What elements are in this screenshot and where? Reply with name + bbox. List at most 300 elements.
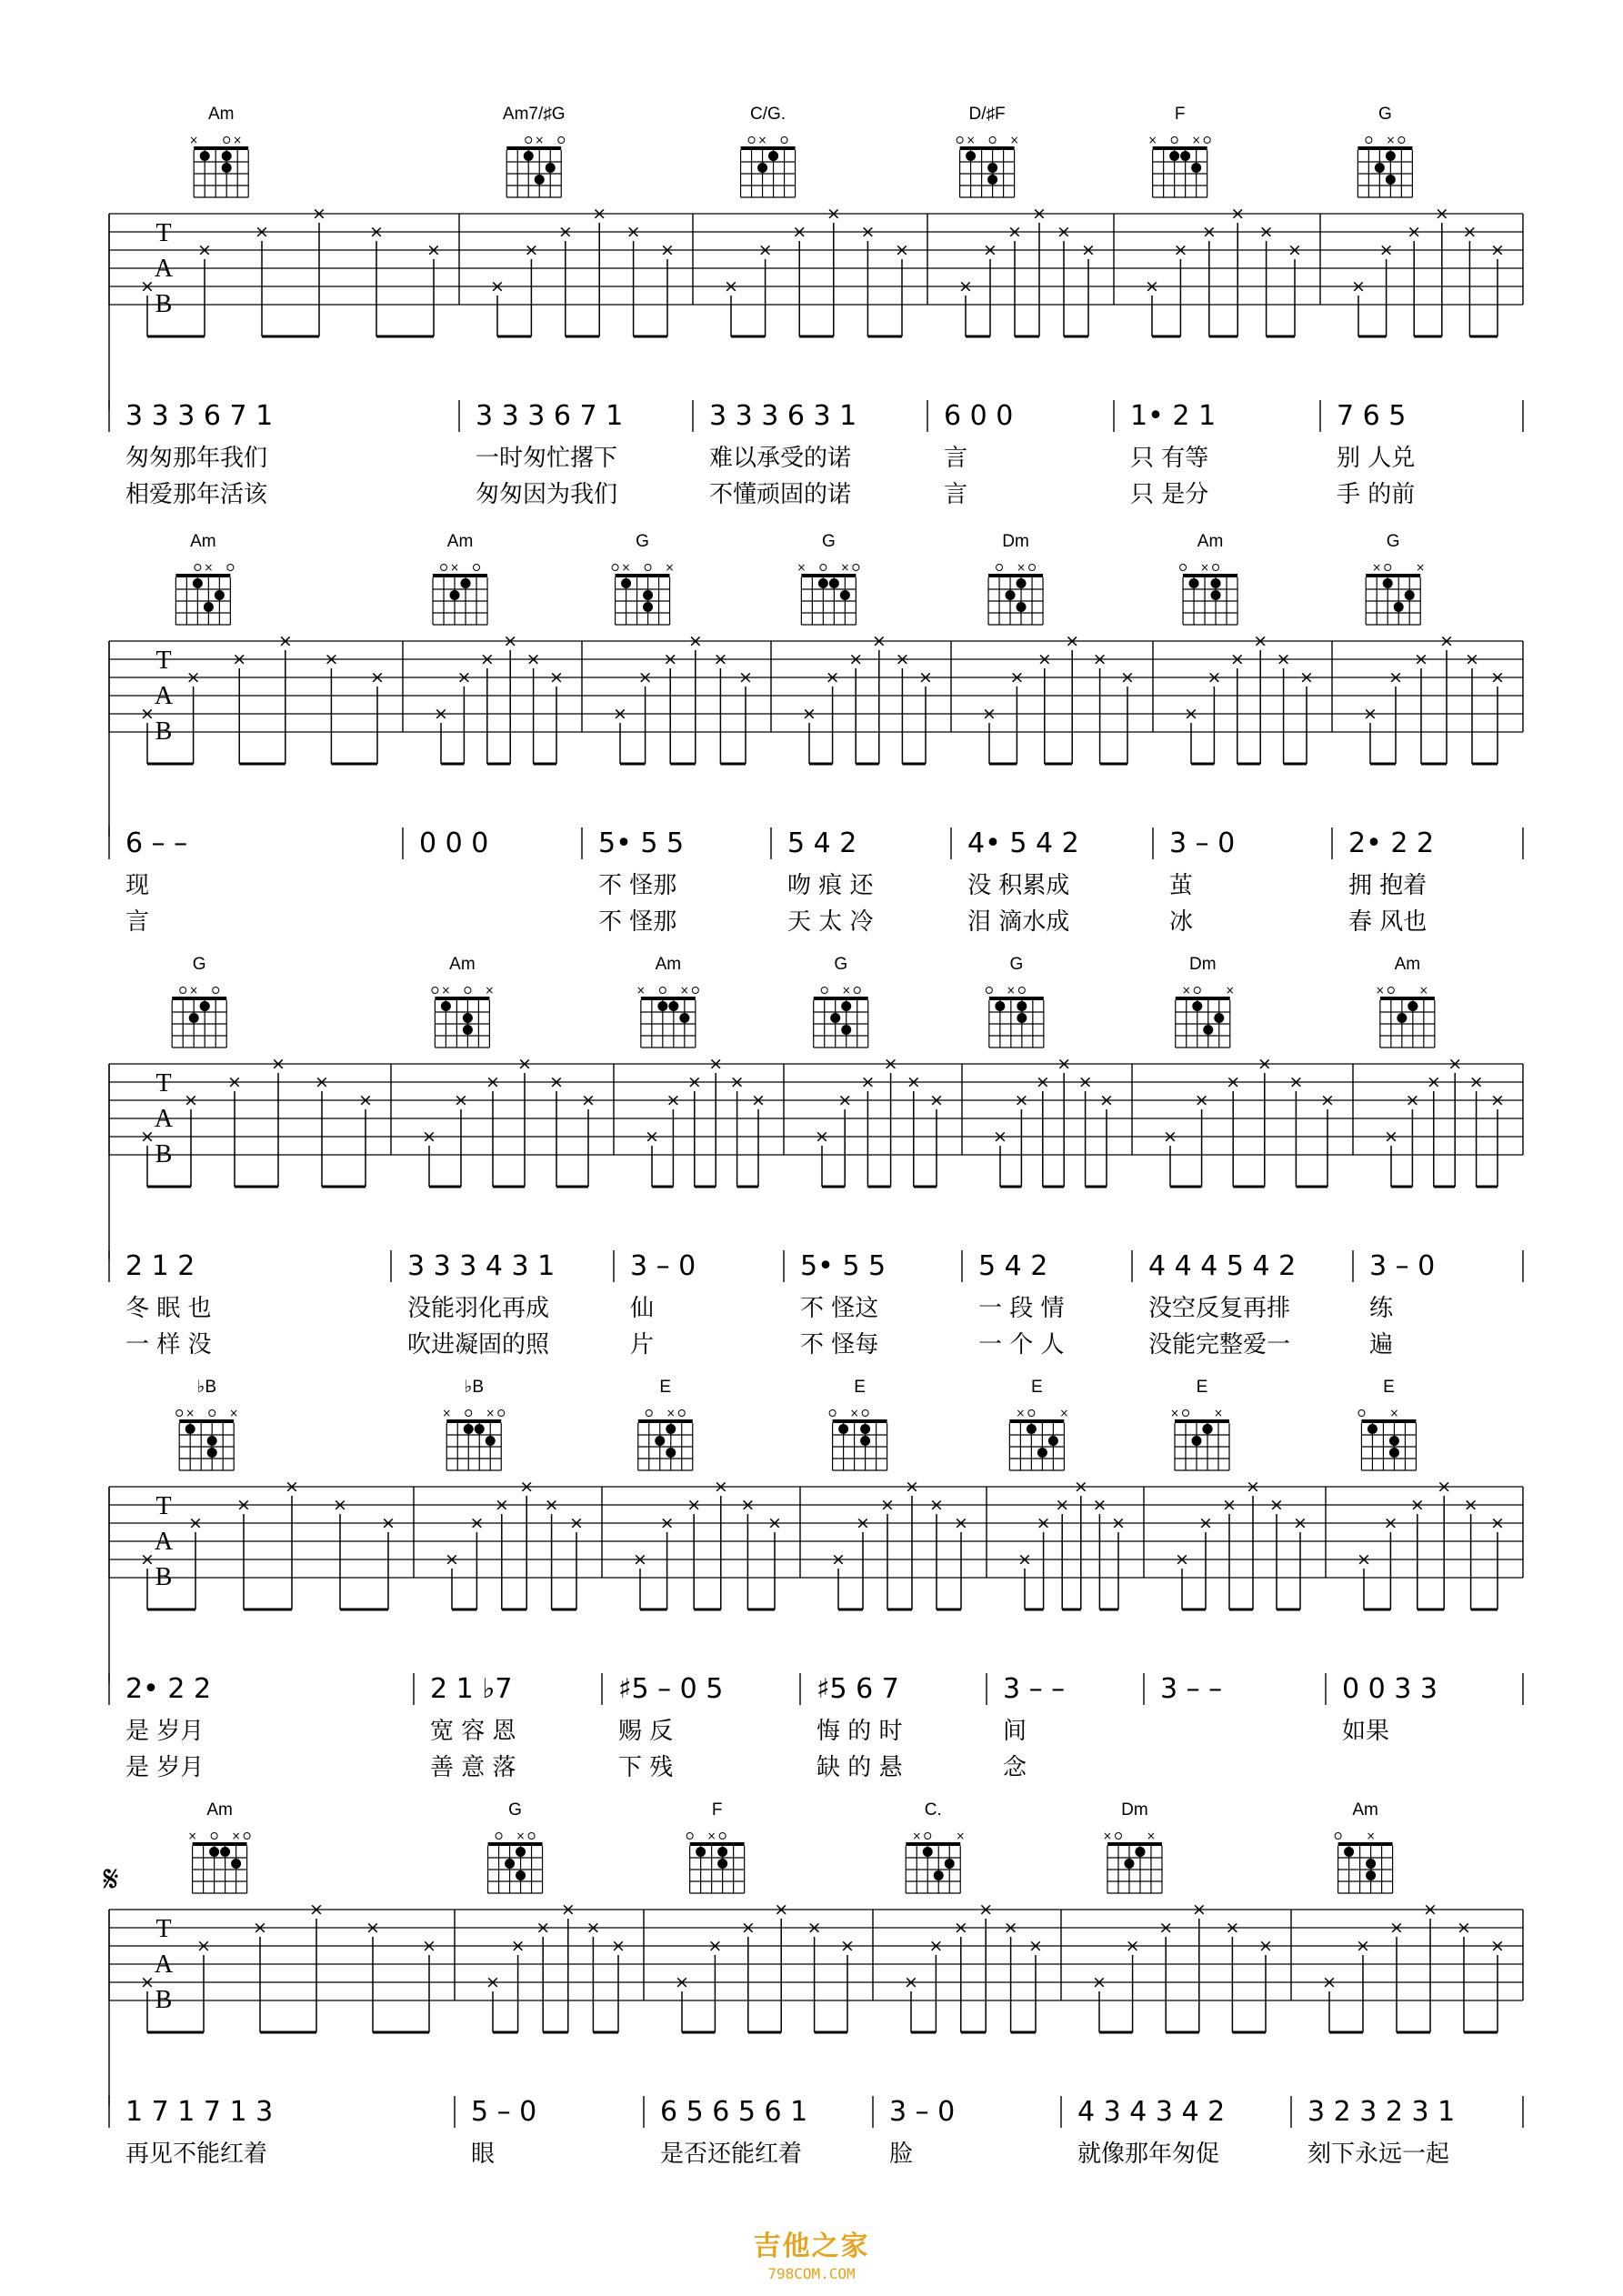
lyric-line-2: 只 是分 [1130, 481, 1209, 508]
finger-dot [185, 1424, 195, 1434]
tab-note: × [1463, 1495, 1478, 1515]
muted-string-mark: × [1016, 1407, 1026, 1419]
chord-name: Am [206, 1800, 233, 1820]
finger-dot [1389, 1436, 1399, 1446]
chord-name: Am [1197, 532, 1224, 551]
muted-string-mark: × [1191, 134, 1201, 146]
tab-note: × [837, 1090, 853, 1110]
tab-note: × [549, 1072, 564, 1092]
numbered-notation: 5 4 2 [787, 827, 857, 859]
tab-note: × [1009, 667, 1025, 687]
lyric-line-1: 脸 [889, 2141, 914, 2168]
tab-note: × [883, 1054, 898, 1074]
numbered-notation: 6 – – [125, 827, 188, 859]
logo-text: 吉他之家 [753, 2231, 870, 2262]
open-string-mark [195, 565, 201, 571]
tab-note: × [633, 1549, 647, 1569]
tab-note: × [422, 1936, 436, 1956]
measure [407, 955, 596, 1359]
lyric-line-1: 是 岁月 [125, 1718, 205, 1745]
tab-note: × [954, 1513, 968, 1533]
open-string-mark [211, 1833, 217, 1840]
lyric-line-1: 间 [1003, 1718, 1027, 1745]
tab-note: × [660, 240, 675, 260]
muted-string-mark: × [1169, 1407, 1180, 1419]
tab-note: × [1226, 1072, 1241, 1092]
lyric-line-1: 难以承受的诺 [709, 445, 852, 472]
chord-nut [1153, 146, 1207, 150]
finger-dot [1180, 151, 1190, 161]
lyric-line-2: 善 意 落 [430, 1754, 516, 1781]
lyric-line-2: 不 怪那 [598, 908, 677, 936]
tab-note: × [1434, 204, 1449, 224]
open-string-mark [719, 1833, 726, 1840]
muted-string-mark: × [442, 1407, 452, 1419]
finger-dot [450, 590, 460, 600]
open-string-mark [645, 565, 651, 571]
tab-note: × [1257, 1054, 1272, 1074]
finger-dot [1386, 151, 1396, 161]
tab-note: × [645, 1127, 659, 1147]
measure [598, 532, 753, 936]
tab-note: × [1099, 1090, 1114, 1110]
measure [630, 955, 766, 1359]
chord-name: G [636, 532, 649, 551]
tab-note: × [707, 1936, 723, 1956]
lyric-line-1: 刻下永远一起 [1307, 2141, 1450, 2168]
open-string-mark [820, 565, 827, 571]
chord-nut [1175, 1419, 1229, 1423]
tab-note: × [1490, 1936, 1505, 1956]
tab-note: × [637, 667, 653, 687]
tab-note: × [1028, 1936, 1043, 1956]
tab-label-letter: A [154, 1528, 174, 1556]
lyric-line-2: 言 [944, 481, 968, 508]
finger-dot [200, 151, 210, 161]
chord-nut [435, 997, 489, 1000]
open-string-mark [678, 1410, 685, 1417]
chord-name: E [1383, 1378, 1395, 1397]
chord-nut [801, 574, 856, 577]
finger-dot [204, 602, 214, 612]
finger-dot [860, 1436, 870, 1446]
lyric-line-2: 手 的前 [1337, 481, 1416, 508]
tab-note: × [806, 1918, 822, 1938]
lyric-line-1: 没空反复再排 [1148, 1295, 1291, 1322]
tab-note: × [285, 1477, 299, 1497]
tab-note: × [1032, 204, 1047, 224]
finger-dot [516, 1870, 526, 1880]
tab-note: × [1207, 667, 1222, 687]
tab-note: × [1490, 240, 1505, 260]
finger-dot [231, 1859, 241, 1869]
finger-dot [621, 578, 631, 588]
tab-note: × [982, 704, 997, 724]
tab-note: × [581, 1090, 596, 1110]
chord-name: G [192, 955, 206, 974]
lyric-line-2: 言 [125, 908, 150, 936]
tab-label-letter: B [155, 1986, 173, 2014]
tab-note: × [1405, 1090, 1420, 1110]
muted-string-mark: × [1225, 984, 1235, 997]
tab-label-letter: B [155, 1140, 173, 1168]
finger-dot [1397, 1013, 1407, 1023]
muted-string-mark: × [1213, 1407, 1224, 1419]
lyric-line-1: 悔 的 时 [817, 1718, 903, 1745]
finger-dot [818, 578, 828, 588]
tab-note: × [1055, 1495, 1070, 1515]
finger-dot [966, 151, 976, 161]
tab-note: × [255, 222, 269, 242]
tab-label-letter: B [155, 717, 173, 746]
muted-string-mark: × [665, 561, 675, 574]
tab-note: × [792, 222, 807, 242]
open-string-mark [213, 988, 219, 994]
tab-note: × [185, 667, 201, 687]
numbered-notation: 2• 2 2 [1348, 827, 1435, 859]
tab-note: × [666, 1090, 681, 1110]
chord-name: Am [1352, 1800, 1378, 1820]
lyric-line-2: 相爱那年活该 [125, 481, 268, 508]
finger-dot [1037, 1448, 1047, 1458]
tab-note: × [1465, 649, 1479, 669]
tab-note: × [503, 631, 518, 651]
chord-nut [641, 997, 696, 1000]
lyric-line-1: 仙 [630, 1295, 655, 1322]
open-string-mark [925, 1833, 931, 1840]
finger-dot [643, 602, 653, 612]
muted-string-mark: × [450, 561, 460, 574]
chord-nut [906, 1842, 960, 1846]
tab-note: × [928, 1936, 944, 1956]
finger-dot [643, 590, 653, 600]
measure [1003, 1378, 1126, 1781]
numbered-notation: ♯5 6 7 [817, 1673, 899, 1705]
tab-note: × [490, 276, 505, 296]
chord-nut [833, 1419, 887, 1423]
muted-string-mark: × [486, 1407, 496, 1419]
muted-string-mark: × [441, 984, 451, 997]
open-string-mark [821, 988, 827, 994]
lyric-line-2: 一 个 人 [978, 1331, 1065, 1359]
tab-note: × [517, 1054, 532, 1074]
muted-string-mark: × [679, 984, 689, 997]
tab-label-letter: T [155, 647, 172, 675]
tab-note: × [549, 667, 564, 687]
tab-note: × [1222, 1495, 1237, 1515]
muted-string-mark: × [485, 984, 495, 997]
numbered-notation: 3 – 0 [1169, 827, 1236, 859]
chord-nut [1361, 1419, 1416, 1423]
tab-note: × [381, 1513, 396, 1533]
finger-dot [516, 1847, 526, 1857]
tab-note: × [309, 1900, 324, 1920]
tab-note: × [1448, 1054, 1463, 1074]
tab-note: × [196, 1936, 211, 1956]
tab-note: × [1035, 1072, 1050, 1092]
finger-dot [1203, 1424, 1213, 1434]
finger-dot [1366, 1870, 1376, 1880]
chord-nut [988, 574, 1043, 577]
chord-nut [506, 146, 561, 150]
tab-note: × [871, 631, 887, 651]
open-string-mark [1171, 137, 1177, 144]
tab-note: × [686, 1072, 702, 1092]
numbered-notation: 3 – 0 [1369, 1250, 1436, 1282]
measure [978, 955, 1114, 1359]
chord-name: ♭B [196, 1378, 217, 1397]
measure [1130, 105, 1302, 508]
muted-string-mark: × [187, 1830, 197, 1842]
tab-note: × [1037, 649, 1052, 669]
chord-nut [446, 1419, 501, 1423]
tab-note: × [993, 1127, 1007, 1147]
muted-string-mark: × [189, 134, 199, 146]
tab-note: × [1288, 1072, 1304, 1092]
tab-note: × [1299, 667, 1314, 687]
tab-note: × [445, 1549, 459, 1569]
finger-dot [222, 151, 232, 161]
measure [618, 1378, 782, 1781]
muted-string-mark: × [840, 561, 850, 574]
open-string-mark [441, 565, 447, 571]
tab-note: × [369, 222, 384, 242]
open-string-mark [612, 565, 618, 571]
tab-note: × [1457, 1918, 1471, 1938]
tab-note: × [1191, 1900, 1207, 1920]
open-string-mark [829, 1410, 836, 1417]
tab-note: × [848, 649, 864, 669]
tab-note: × [1269, 1495, 1284, 1515]
muted-string-mark: × [841, 984, 851, 997]
measure [787, 532, 933, 936]
tab-note: × [840, 1936, 855, 1956]
lyric-line-2: 下 残 [618, 1754, 674, 1781]
tab-note: × [978, 1900, 994, 1920]
tab-note: × [1175, 1549, 1189, 1569]
tab-note: × [1173, 240, 1188, 260]
tab-note: × [831, 1549, 846, 1569]
measure [1342, 1378, 1505, 1745]
tab-note: × [370, 667, 385, 687]
chord-name: Dm [1188, 955, 1217, 974]
muted-string-mark: × [1009, 134, 1019, 146]
finger-dot [193, 578, 203, 588]
lyric-line-1: 再见不能红着 [125, 2141, 268, 2168]
open-string-mark [224, 137, 230, 144]
tab-label-letter: A [154, 255, 174, 283]
tab-note: × [519, 1477, 535, 1497]
tab-note: × [1163, 1127, 1177, 1147]
open-string-mark [1213, 565, 1219, 571]
tab-note: × [918, 667, 933, 687]
finger-dot [987, 175, 997, 185]
finger-dot [1344, 1847, 1354, 1857]
lyric-line-1: 练 [1369, 1295, 1394, 1322]
open-string-mark [1180, 565, 1187, 571]
finger-dot [860, 1424, 870, 1434]
tab-note: × [586, 1918, 601, 1938]
tab-note: × [140, 276, 155, 296]
tab-note: × [729, 1072, 745, 1092]
tab-note: × [1229, 649, 1245, 669]
tab-note: × [895, 240, 909, 260]
tab-system [109, 105, 1523, 508]
chord-nut [960, 146, 1015, 150]
tab-note: × [1077, 1072, 1093, 1092]
chord-name: Am7/♯G [502, 105, 566, 124]
tab-note: × [675, 1972, 689, 1992]
open-string-mark [1204, 137, 1210, 144]
chord-name: C/G. [750, 105, 786, 124]
tab-note: × [1388, 667, 1403, 687]
tab-label-letter: A [154, 1105, 174, 1133]
lyric-line-1: 不 怪这 [800, 1295, 879, 1322]
tab-note: × [1092, 1495, 1107, 1515]
lyric-line-2: 念 [1003, 1754, 1027, 1781]
open-string-mark [474, 565, 480, 571]
tab-note: × [1426, 1072, 1441, 1092]
measure [1369, 955, 1505, 1359]
numbered-notation: 1 7 1 7 1 3 [125, 2096, 274, 2128]
finger-dot [461, 578, 471, 588]
numbered-notation: 5• 5 5 [598, 827, 685, 859]
tab-note: × [366, 1918, 380, 1938]
finger-dot [189, 1013, 199, 1023]
muted-string-mark: × [966, 134, 976, 146]
finger-dot [841, 1025, 851, 1035]
finger-dot [1408, 1001, 1418, 1011]
tab-note: × [1378, 240, 1394, 260]
chord-nut [989, 997, 1044, 1000]
tab-note: × [1437, 1477, 1452, 1497]
lyric-line-2: 天 太 冷 [787, 908, 874, 936]
tab-note: × [713, 1477, 728, 1497]
measure [1348, 532, 1505, 936]
tab-note: × [825, 667, 840, 687]
chord-nut [172, 997, 226, 1000]
tab-note: × [312, 204, 326, 224]
chord-name: G [1009, 955, 1024, 974]
muted-string-mark: × [233, 134, 243, 146]
muted-string-mark: × [1366, 1830, 1376, 1842]
lyric-line-2: 不 怪每 [800, 1331, 879, 1359]
tab-note: × [1462, 222, 1478, 242]
measure [660, 1800, 855, 2168]
finger-dot [657, 1001, 667, 1011]
tab-note: × [1198, 1513, 1213, 1533]
open-string-mark [209, 1410, 215, 1417]
site-logo[interactable] [0, 2223, 1623, 2282]
finger-dot [475, 1424, 485, 1434]
tab-note: × [740, 1918, 756, 1938]
finger-dot [441, 1001, 451, 1011]
measure [471, 1800, 626, 2168]
finger-dot [841, 1001, 851, 1011]
finger-dot [1191, 163, 1201, 173]
numbered-notation: 6 5 6 5 6 1 [660, 2096, 808, 2128]
numbered-notation: 3 – 0 [889, 2096, 956, 2128]
open-string-mark [646, 1410, 652, 1417]
lyric-line-2: 没能完整爱一 [1148, 1331, 1291, 1359]
numbered-notation: 1• 2 1 [1130, 400, 1217, 432]
lyric-line-2: 吹进凝固的照 [407, 1331, 550, 1359]
tab-note: × [434, 704, 448, 724]
lyric-line-1: 一 段 情 [978, 1295, 1065, 1322]
tab-label-letter: T [155, 1915, 172, 1943]
tab-note: × [826, 204, 841, 224]
tab-note: × [860, 1072, 876, 1092]
lyric-line-1: 冬 眠 也 [125, 1295, 212, 1322]
muted-string-mark: × [189, 984, 199, 997]
chord-nut [194, 146, 248, 150]
open-string-mark [526, 137, 532, 144]
finger-dot [524, 151, 534, 161]
measure [889, 1800, 1043, 2168]
measure [125, 1800, 436, 2168]
lyric-line-1: 别 人兑 [1337, 445, 1416, 472]
lyric-line-2: 遍 [1369, 1331, 1394, 1359]
tab-note: × [232, 649, 247, 669]
open-string-mark [496, 1833, 502, 1840]
chord-name: G [1386, 532, 1400, 551]
measure [967, 532, 1135, 936]
muted-string-mark: × [229, 1407, 239, 1419]
tab-note: × [454, 1090, 468, 1110]
lyric-line-1: 匆匆那年我们 [125, 445, 268, 472]
tab-note: × [236, 1495, 251, 1515]
tab-note: × [1320, 1090, 1335, 1110]
measure [709, 105, 909, 508]
open-string-mark [659, 988, 666, 994]
muted-string-mark: × [1017, 561, 1027, 574]
finger-dot [1192, 1436, 1202, 1446]
measure [1307, 1800, 1505, 2168]
tab-note: × [1065, 631, 1080, 651]
tab-note: × [1258, 222, 1274, 242]
chord-nut [690, 1842, 745, 1846]
open-string-mark [1398, 137, 1405, 144]
finger-dot [945, 1859, 955, 1869]
tab-label-letter: B [155, 1563, 173, 1591]
chord-nut [488, 1842, 543, 1846]
tab-note: × [569, 1513, 584, 1533]
open-string-mark [1194, 988, 1200, 994]
muted-string-mark: × [516, 1830, 526, 1842]
chord-name: Am [1394, 955, 1421, 974]
tab-note: × [486, 1972, 500, 1992]
tab-note: × [905, 1477, 919, 1497]
numbered-notation: 3 3 3 6 7 1 [125, 400, 274, 432]
lyric-line-1: 如果 [1342, 1718, 1390, 1745]
tab-label-letter: A [154, 682, 174, 710]
finger-dot [666, 1448, 676, 1458]
lyric-line-1: 赐 反 [618, 1718, 674, 1745]
open-string-mark [1183, 1410, 1189, 1417]
lyric-line-1: 只 有等 [1130, 445, 1209, 472]
chord-name: E [854, 1378, 866, 1397]
finger-dot [934, 1870, 944, 1880]
tab-note: × [1383, 1513, 1398, 1533]
muted-string-mark: × [912, 1830, 922, 1842]
open-string-mark [498, 1410, 505, 1417]
finger-dot [830, 1013, 840, 1023]
finger-dot [1375, 163, 1385, 173]
open-string-mark [986, 988, 992, 994]
chord-nut [433, 574, 487, 577]
tab-system [109, 955, 1523, 1359]
finger-dot [995, 1001, 1005, 1011]
